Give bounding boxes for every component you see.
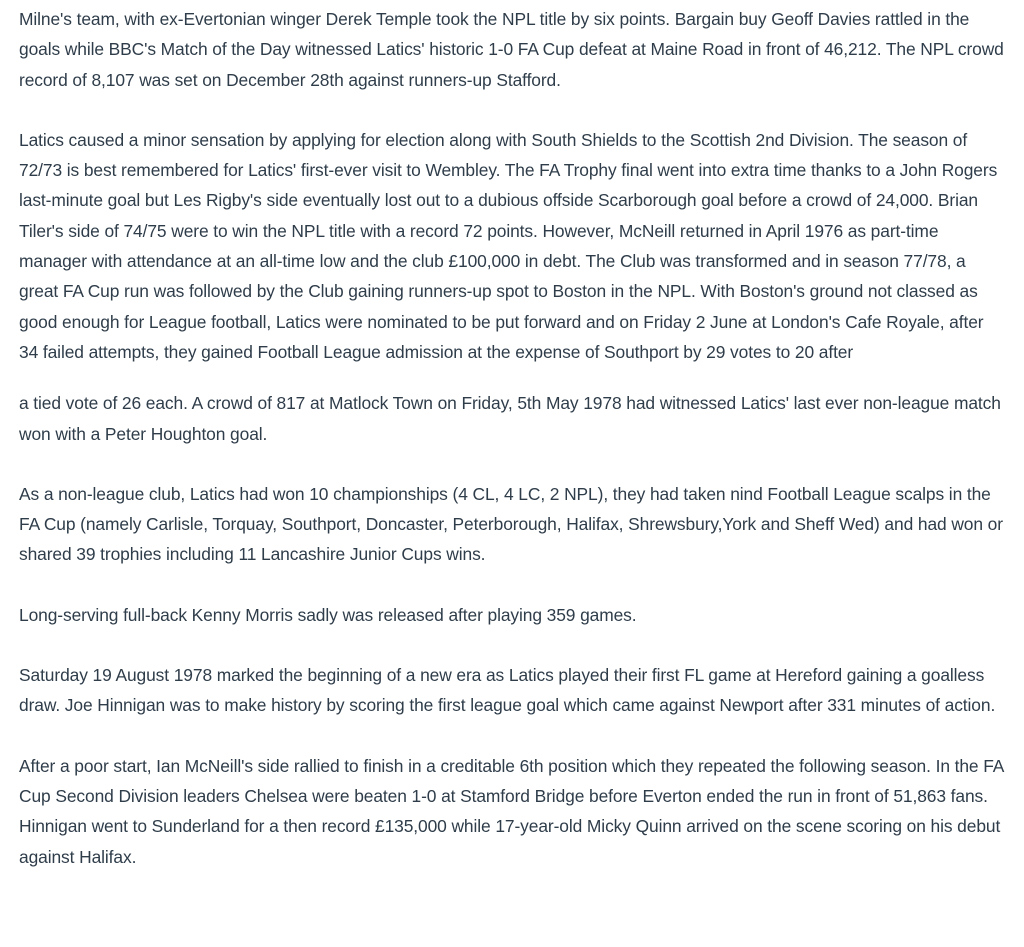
paragraph-first-fl-game: Saturday 19 August 1978 marked the beginning of a new era as Latics played their first FL game at Hereford gaining a goalless draw. Joe Hinnigan was to make history by scoring the first league goal which came against Newport after 331 minutes of action. <box>19 665 996 716</box>
paragraph-last-non-league-match: a tied vote of 26 each. A crowd of 817 at Matlock Town on Friday, 5th May 1978 had witnessed Latics' last ever non-league match won with a Peter Houghton goal. <box>19 393 1001 444</box>
paragraph-non-league-record: As a non-league club, Latics had won 10 championships (4 CL, 4 LC, 2 NPL), they had taken nind Football League scalps in the FA Cup (namely Carlisle, Torquay, Southport, Doncaster, Peterborough, Halifax, Shrewsbury,York and Sheff Wed) and had won or shared 39 trophies including 11 Lancashire Junior Cups wins. <box>19 483 1003 565</box>
paragraph-election-and-admission: Latics caused a minor sensation by applying for election along with South Shields to the Scottish 2nd Division. The season of 72/73 is best remembered for Latics' first-ever visit to Wembley. The FA Trophy final went into extra time thanks to a John Rogers last-minute goal but Les Rigby's side eventually lost out to a dubious offside Scarborough goal before a crowd of 24,000. Brian Tiler's side of 74/75 were to win the NPL title with a record 72 points. However, McNeill returned in April 1976 as part-time manager with attendance at an all-time low and the club £100,000 in debt. The Club was transformed and in season 77/78, a great FA Cup run was followed by the Club gaining runners-up spot to Boston in the NPL. With Boston's ground not classed as good enough for League football, Latics were nominated to be put forward and on Friday 2 June at London's Cafe Royale, after 34 failed attempts, they gained Football League admission at the expense of Southport by 29 votes to 20 after <box>19 129 998 362</box>
paragraph-npl-title: Milne's team, with ex-Evertonian winger Derek Temple took the NPL title by six points. Bargain buy Geoff Davies rattled in the goals while BBC's Match of the Day witnessed Latics' historic 1-0 FA Cup defeat at Maine Road in front of 46,212. The NPL crowd record of 8,107 was set on December 28th against runners-up Stafford. <box>19 9 1004 90</box>
paragraph-sixth-position: After a poor start, Ian McNeill's side rallied to finish in a creditable 6th position which they repeated the following season. In the FA Cup Second Division leaders Chelsea were beaten 1-0 at Stamford Bridge before Everton ended the run in front of 51,863 fans. Hinnigan went to Sunderland for a then record £135,000 while 17-year-old Micky Quinn arrived on the scene scoring on his debut against Halifax. <box>19 755 1004 867</box>
paragraph-kenny-morris: Long-serving full-back Kenny Morris sadly was released after playing 359 games. <box>19 604 637 625</box>
